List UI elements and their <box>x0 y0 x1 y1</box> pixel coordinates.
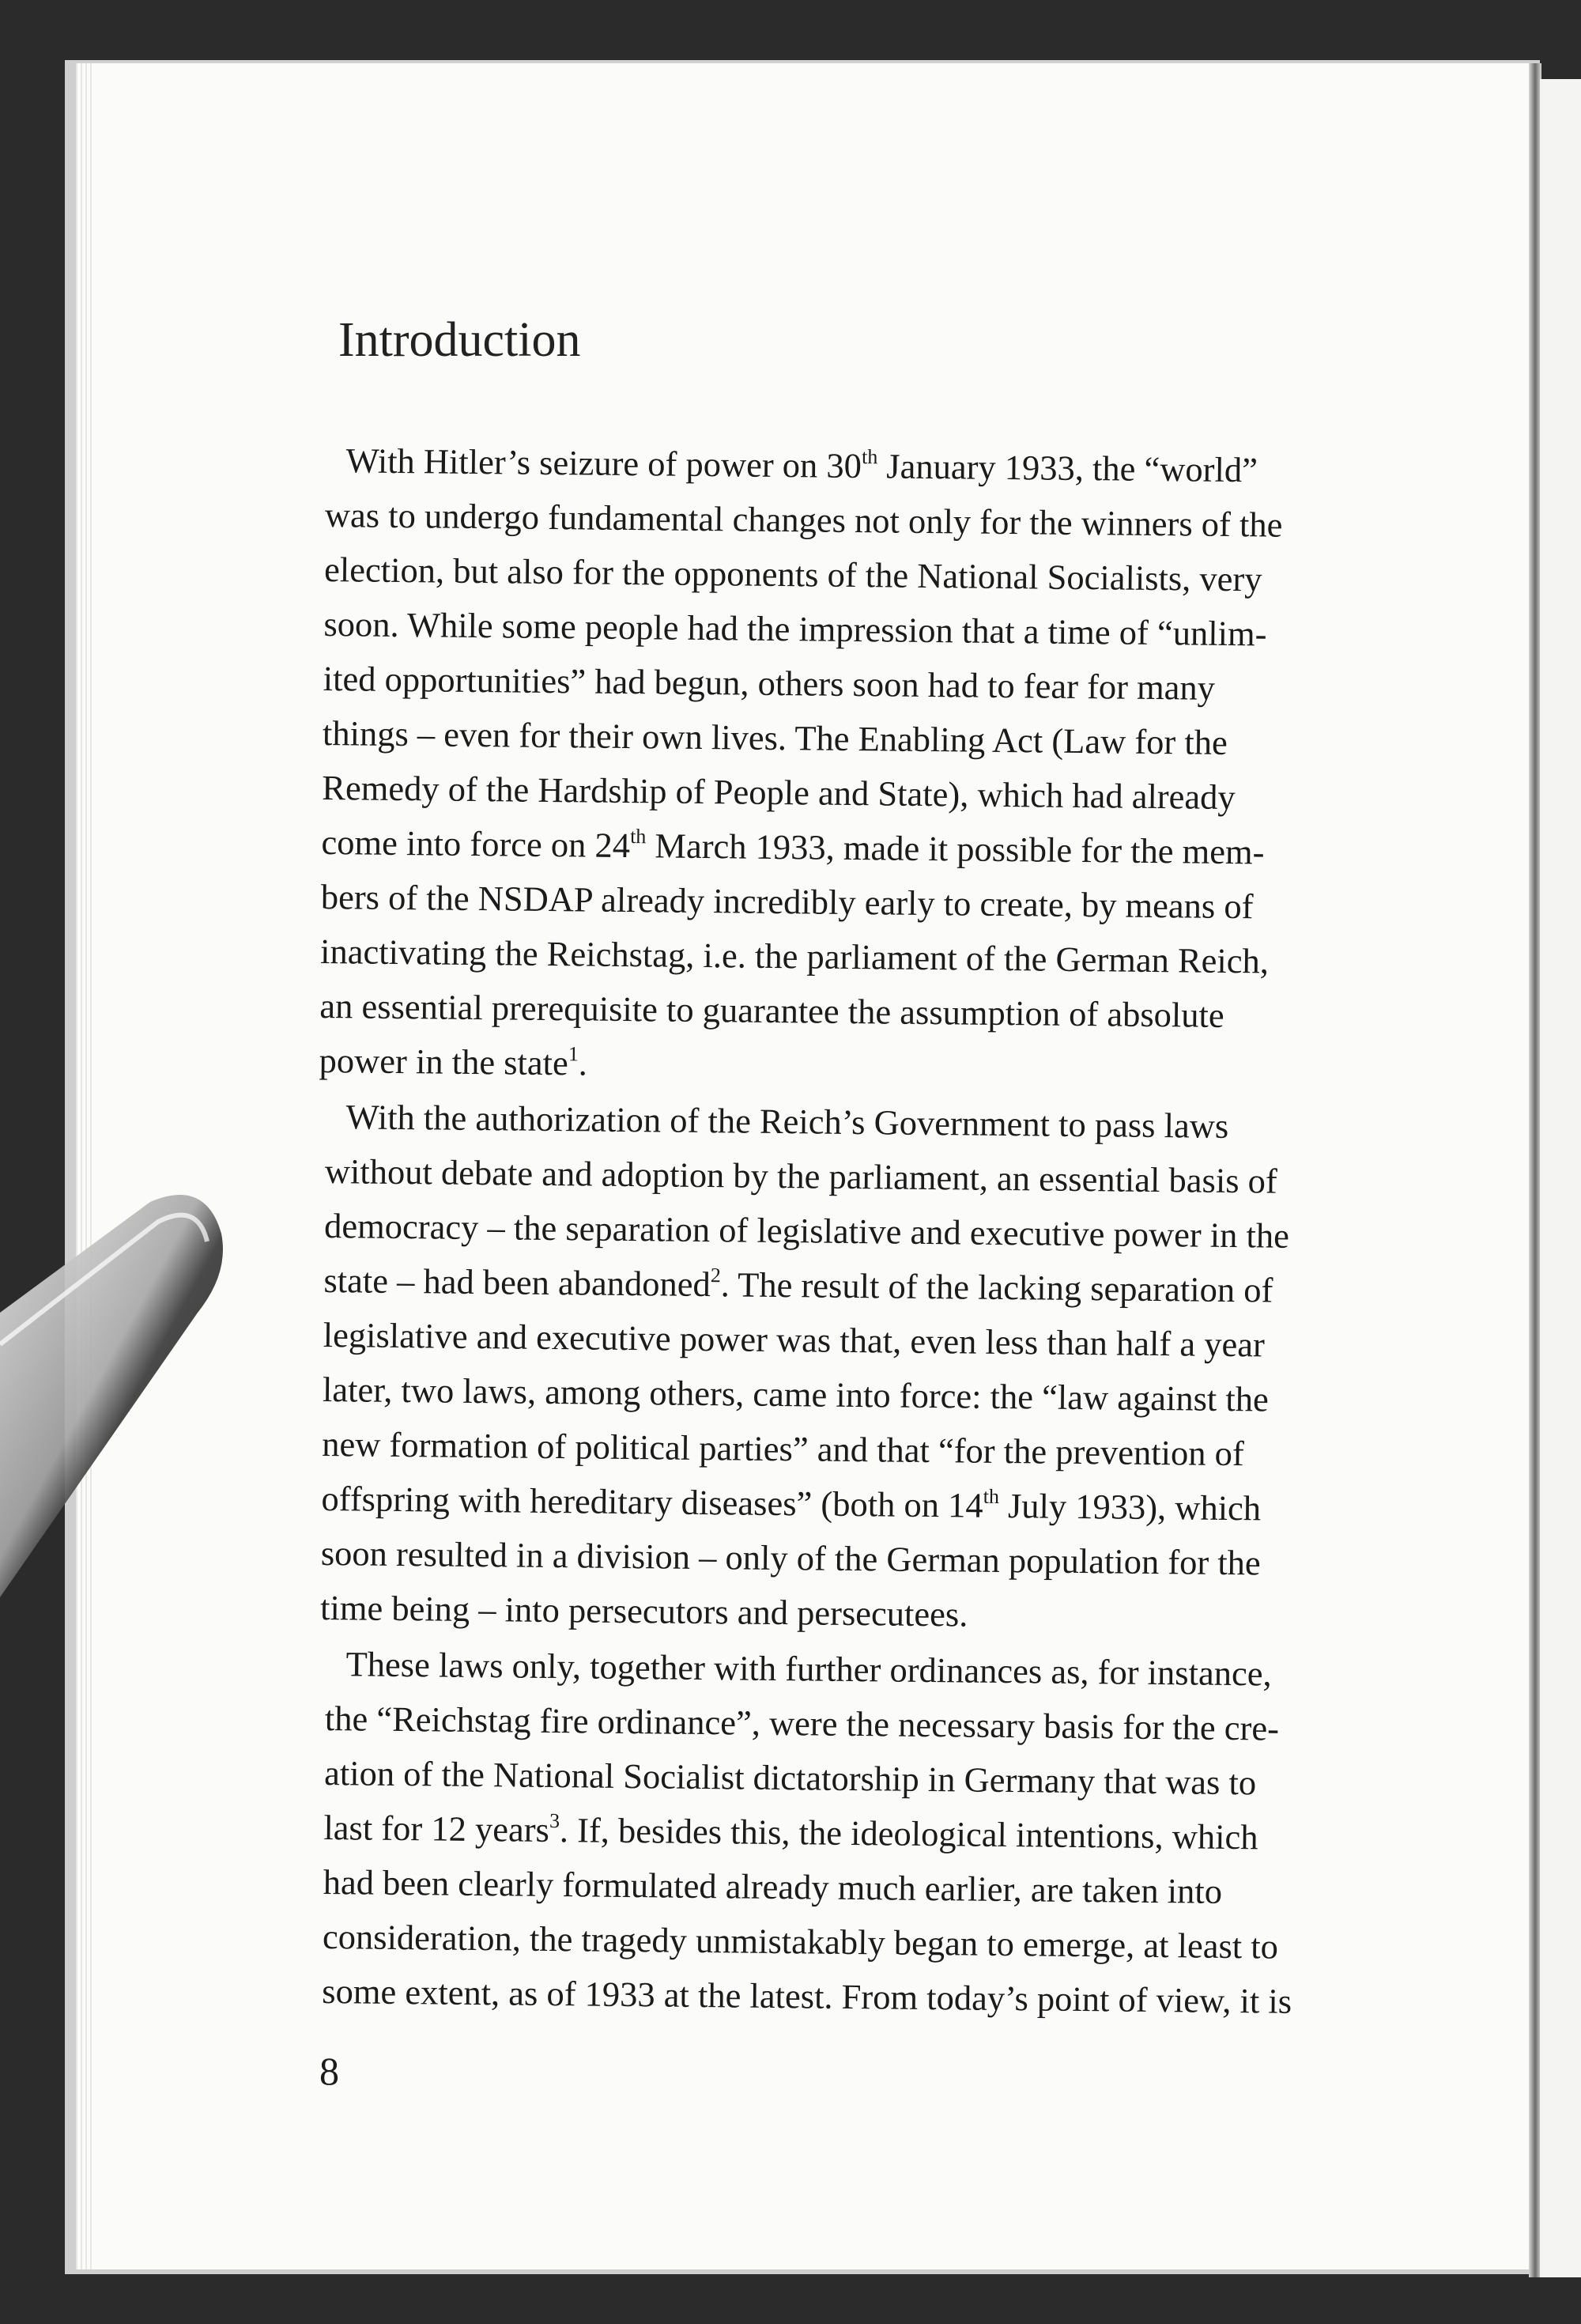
page-holder-clip <box>0 0 253 1661</box>
text-line: later, two laws, among others, came into force: the “law against the <box>322 1369 1270 1419</box>
text-line: bers of the NSDAP already incredibly early to create, by means of <box>320 876 1254 927</box>
text-line: time being – into persecutors and persecutees. <box>319 1587 968 1634</box>
facing-page-edge <box>1540 79 1581 2277</box>
text-line: was to undergo fundamental changes not only for the winners of the <box>324 494 1283 545</box>
paragraph-3 <box>322 1637 1377 2030</box>
text-run: offspring with hereditary diseases” (both on 14 <box>321 1478 983 1525</box>
text-line <box>319 1034 1371 1099</box>
text-run: January 1933, the “world” <box>877 446 1258 490</box>
text-run: come into force on 24 <box>321 822 631 866</box>
text-line: consideration, the tragedy unmistakably began to emerge, at least to <box>322 1916 1279 1967</box>
text-line: democracy – the separation of legislative and executive power in the <box>323 1205 1290 1256</box>
superscript: th <box>861 445 878 469</box>
footnote-marker: 3 <box>549 1808 560 1833</box>
text-line: ation of the National Socialist dictatorship in Germany that was to <box>323 1752 1257 1803</box>
text-line: These laws only, together with further ordinances as, for instance, <box>345 1644 1272 1694</box>
text-line: Remedy of the Hardship of People and State), which had already <box>322 767 1236 818</box>
text-line: soon. While some people had the impression that a time of “unlim- <box>323 603 1267 654</box>
text-line: inactivating the Reichstag, i.e. the parliament of the German Reich, <box>319 931 1270 981</box>
text-run: . <box>578 1043 588 1083</box>
page-title: Introduction <box>338 313 581 367</box>
text-run: March 1933, made it possible for the mem- <box>646 826 1265 872</box>
text-run: . If, besides this, the ideological intentions, which <box>559 1810 1258 1857</box>
text-line: had been clearly formulated already much earlier, are taken into <box>323 1861 1223 1911</box>
text-run: July 1933), which <box>998 1485 1262 1529</box>
text-line: without debate and adoption by the parliament, an essential basis of <box>324 1151 1278 1201</box>
superscript: th <box>983 1484 1000 1508</box>
text-line: an essential prerequisite to guarantee the assumption of absolute <box>319 985 1224 1035</box>
page-holder-icon <box>0 0 253 1661</box>
text-run: power in the state <box>319 1040 569 1083</box>
footnote-marker: 2 <box>710 1264 722 1287</box>
text-line: new formation of political parties” and that “for the prevention of <box>322 1423 1244 1474</box>
text-line: legislative and executive power was that, even less than half a year <box>323 1314 1266 1365</box>
text-run: last for 12 years <box>323 1807 550 1850</box>
text-line: some extent, as of 1933 at the latest. From today’s point of view, it is <box>322 1971 1292 2021</box>
text-line: things – even for their own lives. The Enabling Act (Law for the <box>322 712 1228 762</box>
text-line: With the authorization of the Reich’s Government to pass laws <box>345 1097 1229 1146</box>
footnote-marker: 1 <box>568 1042 579 1066</box>
superscript: th <box>630 825 647 848</box>
paragraph-1 <box>319 433 1377 1099</box>
page-content <box>319 312 1377 2021</box>
text-line: the “Reichstag fire ordinance”, were the necessary basis for the cre- <box>324 1698 1280 1748</box>
paragraph-2 <box>320 1090 1377 1646</box>
text-line: ited opportunities” had begun, others soon had to fear for many <box>323 658 1216 708</box>
text-run: With Hitler’s seizure of power on 30 <box>345 440 862 486</box>
text-run: state – had been abandoned <box>323 1260 711 1305</box>
page-number: 8 <box>319 2049 339 2093</box>
text-line: election, but also for the opponents of the National Socialists, very <box>323 549 1262 599</box>
text-run: . The result of the lacking separation of <box>720 1264 1273 1310</box>
text-line: soon resulted in a division – only of the German population for the <box>320 1532 1261 1583</box>
